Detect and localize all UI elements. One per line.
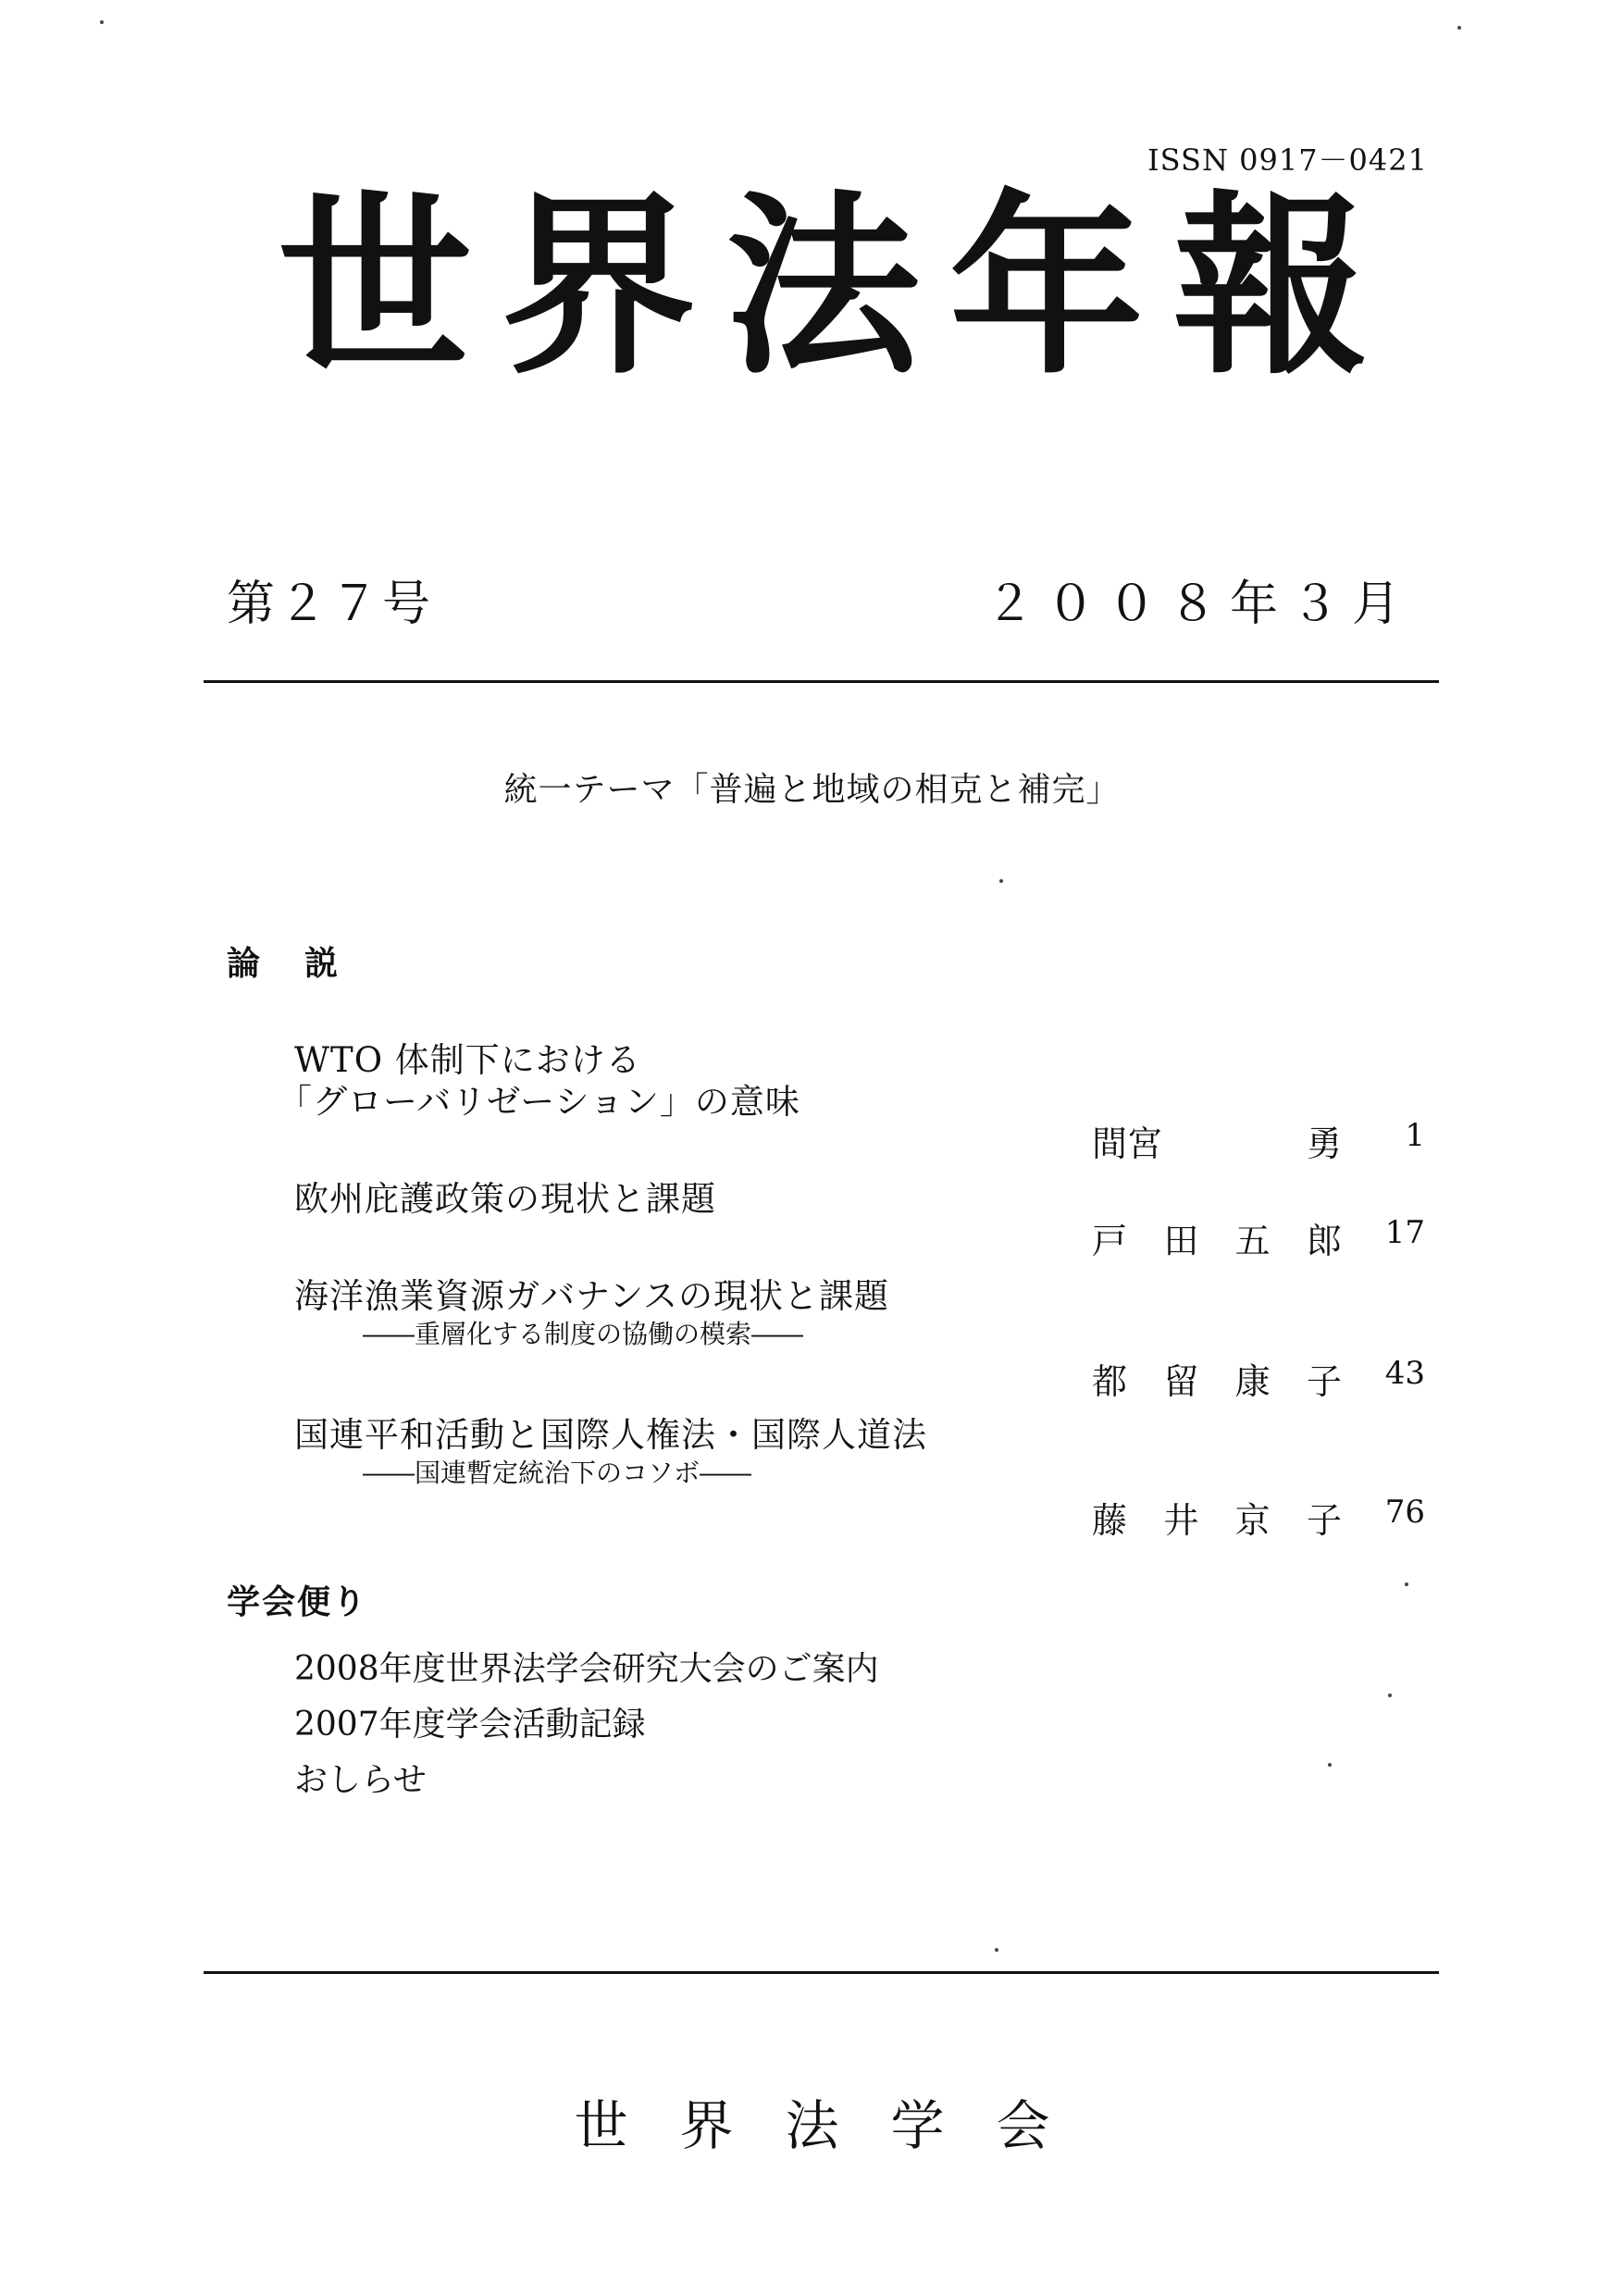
article-4-author: [1092, 1492, 1342, 1543]
scan-speck: [1328, 1763, 1332, 1767]
author-char: 都: [1092, 1361, 1128, 1402]
issue-number: 第２７号: [227, 577, 435, 632]
scan-speck: [1388, 1694, 1392, 1697]
scan-speck: [1405, 1582, 1408, 1586]
article-1-title-line2: 「グローバリゼーション」の意味: [278, 1082, 800, 1122]
author-char: 間: [1092, 1123, 1128, 1164]
article-3-title: 海洋漁業資源ガバナンスの現状と課題: [294, 1276, 890, 1316]
article-2-title: 欧州庇護政策の現状と課題: [294, 1179, 716, 1219]
news-item: 2008年度世界法学会研究大会のご案内: [294, 1650, 879, 1688]
author-char: 留: [1163, 1361, 1199, 1402]
scan-speck: [100, 20, 104, 24]
article-2-page: 17: [1384, 1214, 1425, 1251]
author-char: 宮: [1127, 1123, 1163, 1164]
issn-number: ISSN 0917－0421: [1147, 143, 1428, 178]
top-divider: [204, 680, 1439, 683]
article-1-author: [1092, 1115, 1342, 1166]
news-item: 2007年度学会活動記録: [294, 1706, 646, 1744]
author-char: 京: [1234, 1500, 1271, 1541]
author-char: 郎: [1306, 1221, 1342, 1261]
article-1-title-line1: WTO 体制下における: [294, 1040, 641, 1080]
author-char: 戸: [1092, 1221, 1128, 1261]
author-char: 井: [1163, 1500, 1199, 1541]
article-3-page: 43: [1384, 1355, 1425, 1392]
article-4-page: 76: [1384, 1494, 1425, 1531]
article-4-title: 国連平和活動と国際人権法・国際人道法: [294, 1415, 927, 1455]
author-char: 子: [1306, 1500, 1342, 1541]
author-char: 五: [1234, 1221, 1271, 1261]
author-char: 康: [1234, 1361, 1271, 1402]
scan-speck: [1457, 26, 1461, 30]
article-4-subtitle: ――国連暫定統治下のコソボ――: [363, 1458, 752, 1488]
article-3-author: [1092, 1353, 1342, 1404]
bottom-divider: [204, 1971, 1439, 1974]
unified-theme: 統一テーマ「普遍と地域の相克と補完」: [503, 771, 1121, 809]
author-char: 勇: [1306, 1123, 1342, 1164]
scan-speck: [995, 1948, 998, 1952]
journal-title: 世界法年報: [278, 172, 1398, 401]
scan-speck: [999, 879, 1003, 883]
article-3-subtitle: ――重層化する制度の協働の模索――: [363, 1319, 804, 1349]
author-char: 子: [1306, 1361, 1342, 1402]
news-item: おしらせ: [294, 1761, 427, 1799]
author-char: 田: [1163, 1221, 1199, 1261]
publisher-name: 世界法学会: [574, 2094, 1102, 2157]
publication-date: ２００８年３月: [985, 577, 1413, 632]
section-heading-ronsetsu: 論説: [227, 945, 383, 983]
author-char: 藤: [1092, 1500, 1128, 1541]
article-2-author: [1092, 1212, 1342, 1263]
section-heading-news: 学会便り: [227, 1583, 368, 1621]
article-1-page: 1: [1405, 1117, 1425, 1154]
